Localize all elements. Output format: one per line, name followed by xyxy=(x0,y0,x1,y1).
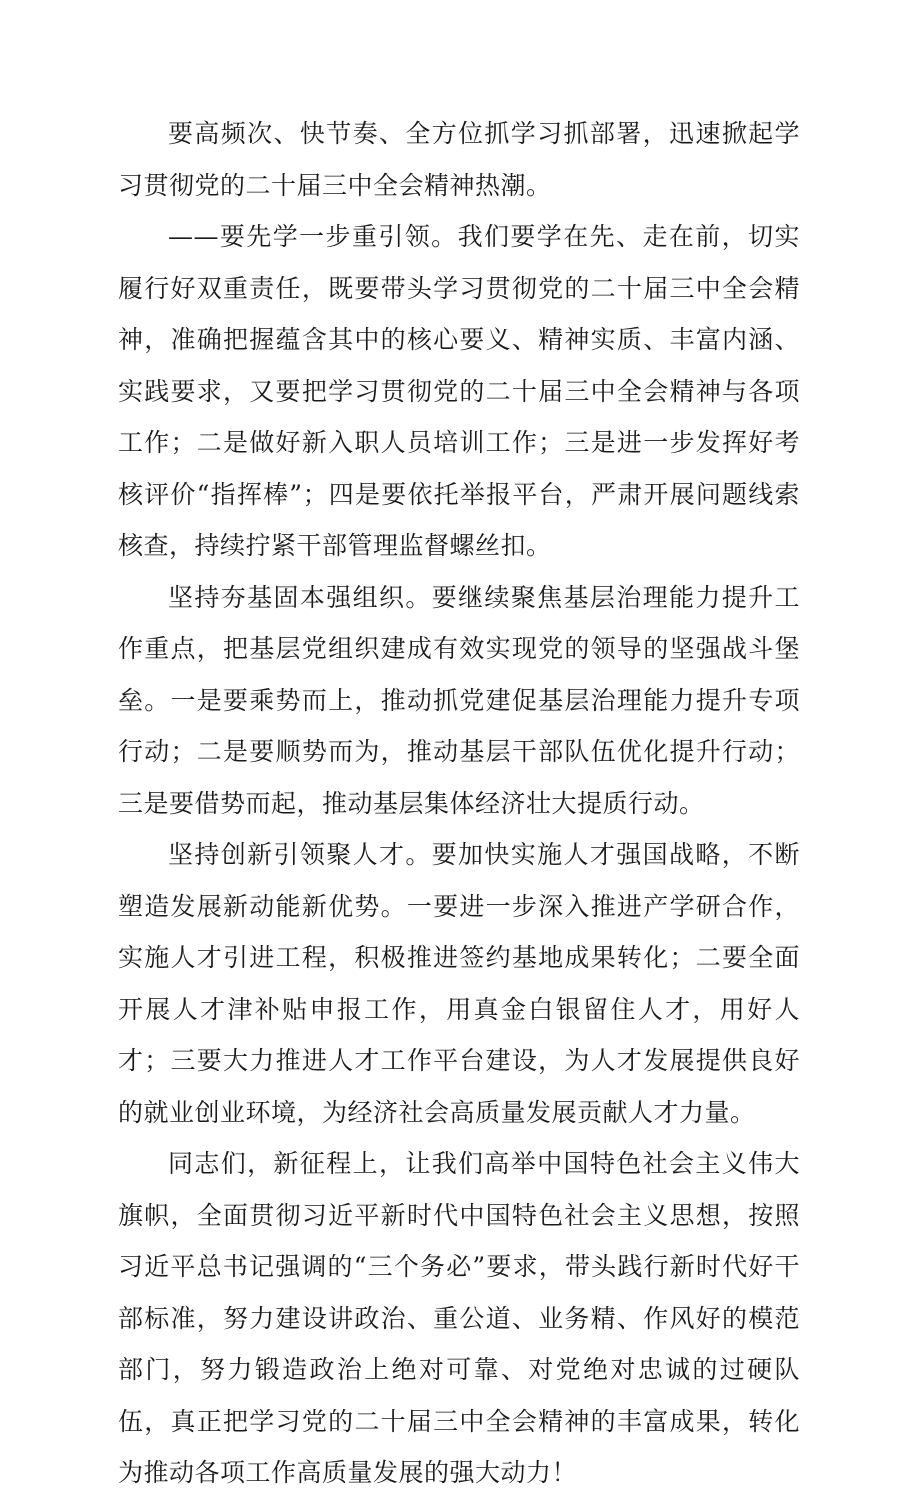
paragraph-closing-call: 同志们，新征程上，让我们高举中国特色社会主义伟大旗帜，全面贯彻习近平新时代中国特色社会主义思想，按照习近平总书记强调的“三个务必”要求，带头践行新时代好干部标准，努力建设讲政治、重公道、业务精、作风好的模范部门，努力锻造政治上绝对可靠、对党绝对忠诚的过硬队伍，真正把学习党的二十届三中全会精神的丰富成果，转化为推动各项工作高质量发展的强大动力！ xyxy=(118,1149,800,1487)
paragraph-study-deployment: 要高频次、快节奏、全方位抓学习抓部署，迅速掀起学习贯彻党的二十届三中全会精神热潮。 xyxy=(118,119,800,200)
document-body xyxy=(118,108,800,1499)
paragraph-innovation-talent: 坚持创新引领聚人才。要加快实施人才强国战略，不断塑造发展新动能新优势。一要进一步深入推进产学研合作，实施人才引进工程，积极推进签约基地成果转化；二要全面开展人才津补贴申报工作，用真金白银留住人才，用好人才；三要大力推进人才工作平台建设，为人才发展提供良好的就业创业环境，为经济社会高质量发展贡献人才力量。 xyxy=(118,840,800,1127)
paragraph-strengthen-organization: 坚持夯基固本强组织。要继续聚焦基层治理能力提升工作重点，把基层党组织建成有效实现党的领导的坚强战斗堡垒。一是要乘势而上，推动抓党建促基层治理能力提升专项行动；二是要顺势而为，推动基层干部队伍优化提升行动；三是要借势而起，推动基层集体经济壮大提质行动。 xyxy=(118,582,800,818)
paragraph-lead-by-learning: ——要先学一步重引领。我们要学在先、走在前，切实履行好双重责任，既要带头学习贯彻党的二十届三中全会精神，准确把握蕴含其中的核心要义、精神实质、丰富内涵、实践要求，又要把学习贯彻党的二十届三中全会精神与各项工作；二是做好新入职人员培训工作；三是进一步发挥好考核评价“指挥棒”；四是要依托举报平台，严肃开展问题线索核查，持续拧紧干部管理监督螺丝扣。 xyxy=(118,222,800,560)
